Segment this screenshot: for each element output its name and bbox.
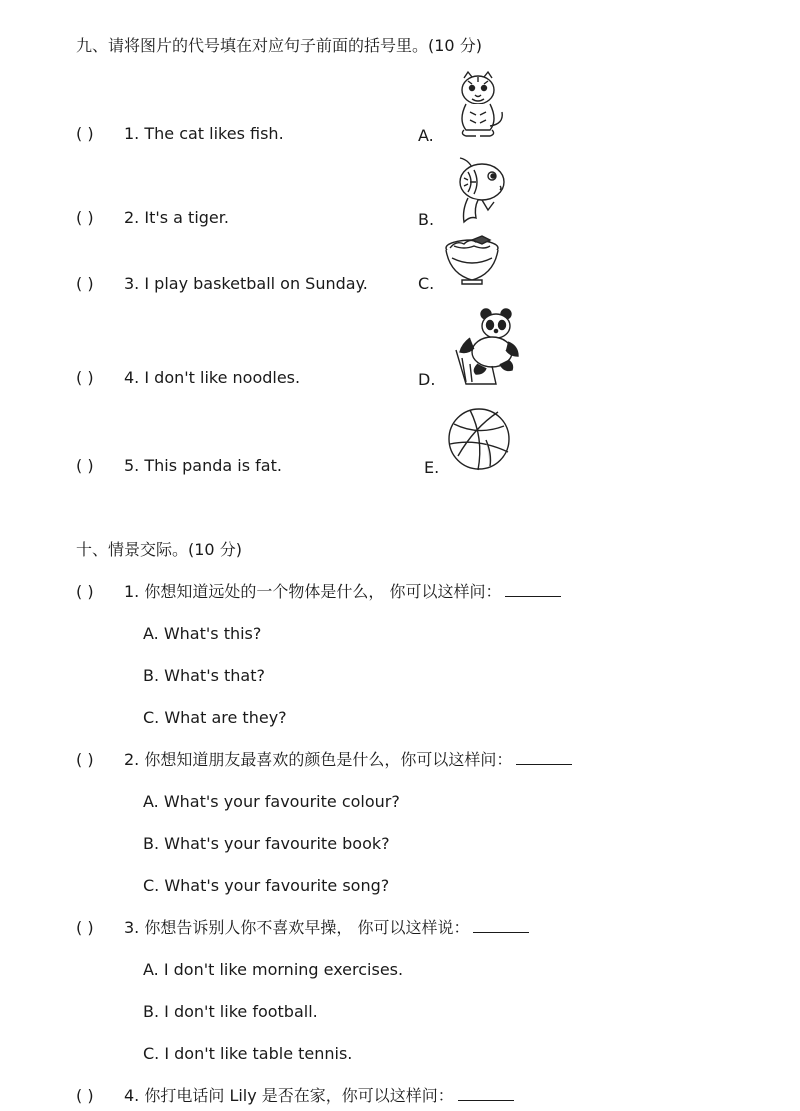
option-10-1-b: B. What's that? <box>143 666 265 685</box>
sentence-9-4: 4. I don't like noodles. <box>124 368 301 387</box>
section-9-title: 九、请将图片的代号填在对应句子前面的括号里。(10 分) <box>76 36 482 55</box>
sentence-9-3: 3. I play basketball on Sunday. <box>124 274 368 293</box>
option-10-3-a: A. I don't like morning exercises. <box>143 960 404 979</box>
question-10-4: 4. 你打电话问 Lily 是否在家，你可以这样问： <box>124 1086 514 1106</box>
answer-bracket-10-2[interactable]: ( ) <box>76 750 94 769</box>
picture-letter-a: A. <box>418 126 434 145</box>
option-10-1-a: A. What's this? <box>143 624 262 643</box>
question-10-3: 3. 你想告诉别人你不喜欢早操， 你可以这样说： <box>124 918 529 938</box>
picture-letter-c: C. <box>418 274 435 293</box>
panda-picture <box>442 308 526 390</box>
option-10-3-c: C. I don't like table tennis. <box>143 1044 353 1063</box>
option-10-2-b: B. What's your favourite book? <box>143 834 390 853</box>
section-10-title: 十、情景交际。(10 分) <box>76 540 242 559</box>
picture-letter-e: E. <box>424 458 440 477</box>
answer-bracket-9-4[interactable]: ( ) <box>76 368 94 387</box>
fish-picture <box>442 152 514 232</box>
answer-blank-10-1[interactable] <box>505 582 561 597</box>
option-10-2-c: C. What's your favourite song? <box>143 876 390 895</box>
option-10-1-c: C. What are they? <box>143 708 287 727</box>
answer-bracket-10-3[interactable]: ( ) <box>76 918 94 937</box>
answer-bracket-10-4[interactable]: ( ) <box>76 1086 94 1105</box>
question-10-2: 2. 你想知道朋友最喜欢的颜色是什么，你可以这样问： <box>124 750 572 770</box>
sentence-9-1: 1. The cat likes fish. <box>124 124 284 143</box>
answer-blank-10-4[interactable] <box>458 1086 514 1101</box>
sentence-9-5: 5. This panda is fat. <box>124 456 282 475</box>
answer-bracket-9-1[interactable]: ( ) <box>76 124 94 143</box>
picture-letter-d: D. <box>418 370 436 389</box>
option-10-3-b: B. I don't like football. <box>143 1002 318 1021</box>
tiger-picture <box>442 68 514 144</box>
answer-bracket-9-2[interactable]: ( ) <box>76 208 94 227</box>
answer-blank-10-2[interactable] <box>516 750 572 765</box>
question-10-1: 1. 你想知道远处的一个物体是什么， 你可以这样问： <box>124 582 561 602</box>
answer-blank-10-3[interactable] <box>473 918 529 933</box>
option-10-2-a: A. What's your favourite colour? <box>143 792 400 811</box>
answer-bracket-10-1[interactable]: ( ) <box>76 582 94 601</box>
basketball-picture <box>446 406 512 476</box>
sentence-9-2: 2. It's a tiger. <box>124 208 229 227</box>
picture-letter-b: B. <box>418 210 435 229</box>
answer-bracket-9-5[interactable]: ( ) <box>76 456 94 475</box>
noodles-bowl-picture <box>442 234 504 294</box>
answer-bracket-9-3[interactable]: ( ) <box>76 274 94 293</box>
